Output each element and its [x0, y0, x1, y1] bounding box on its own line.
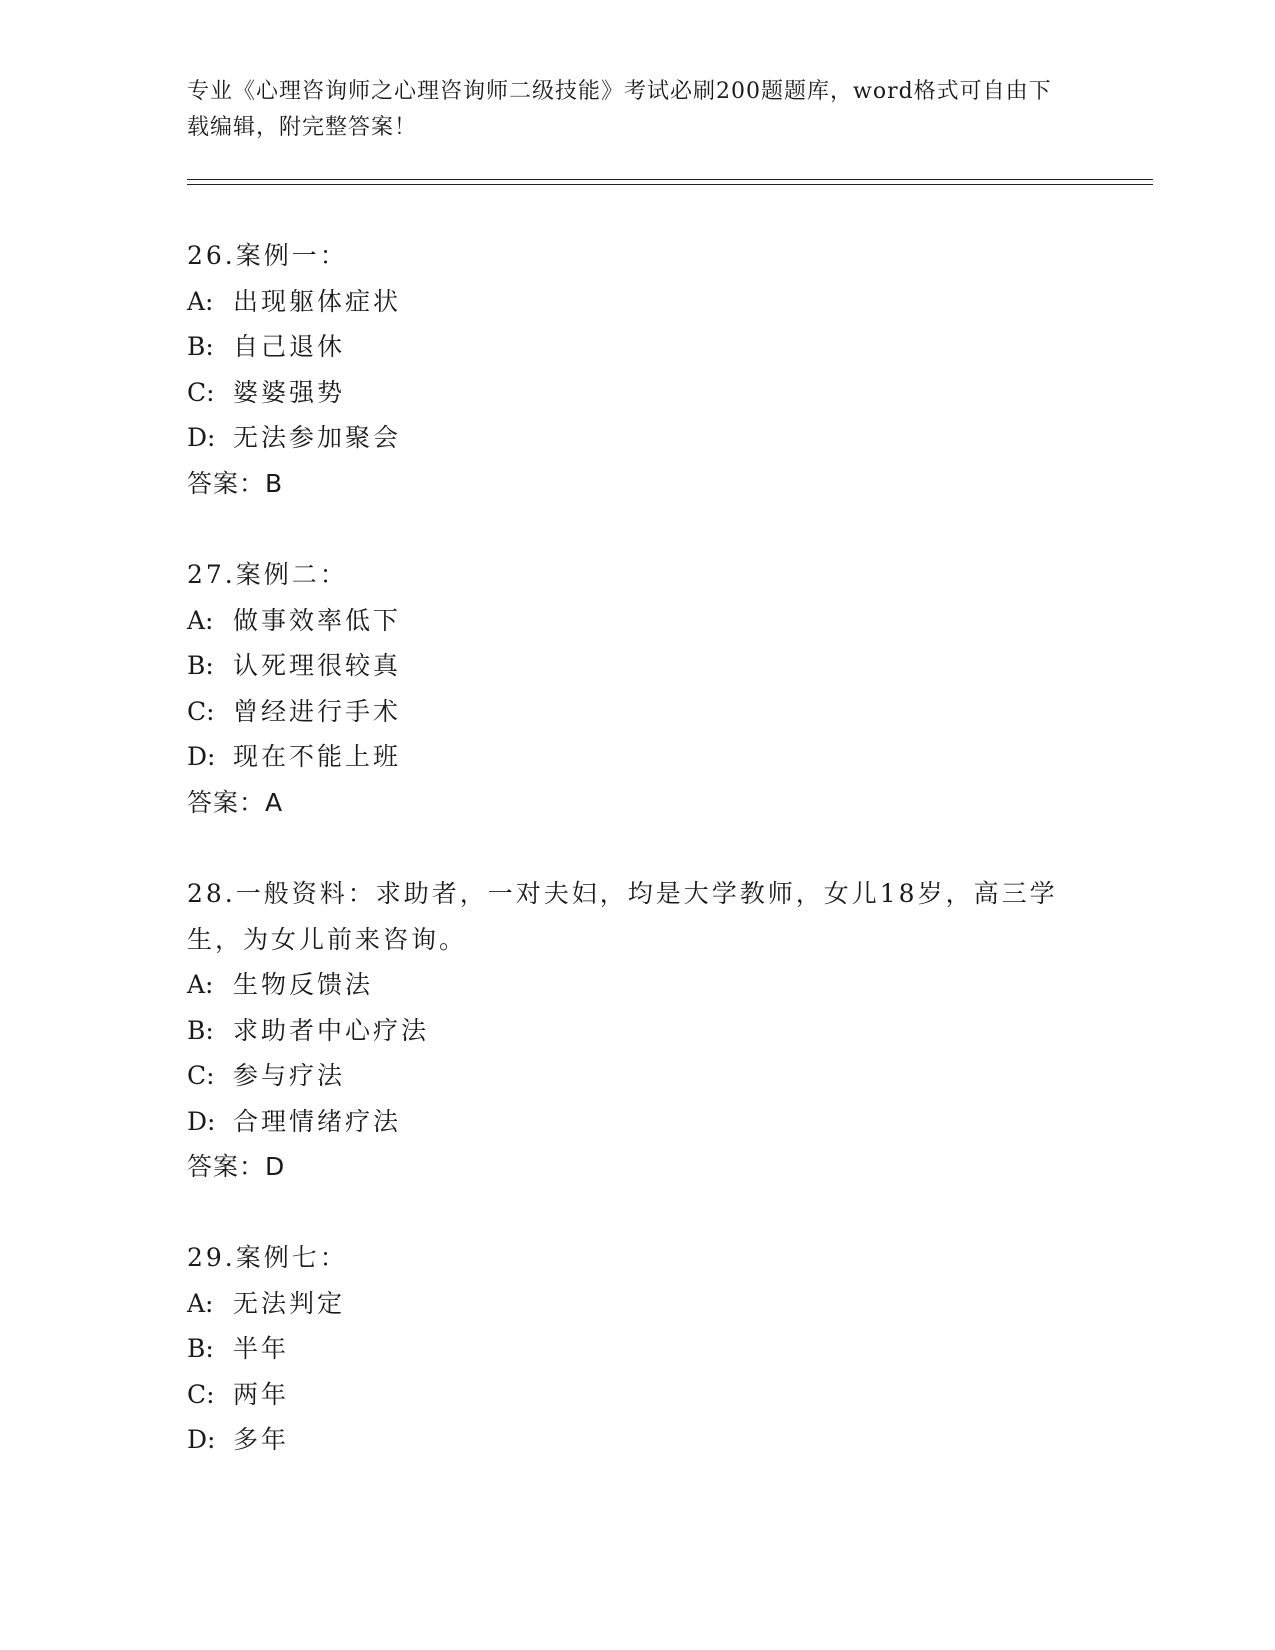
option-letter: C: — [187, 377, 215, 407]
option-text: 无法参加聚会 — [233, 423, 402, 452]
option-text: 婆婆强势 — [233, 377, 346, 407]
option-c — [187, 1372, 1067, 1418]
option-b — [187, 643, 1067, 689]
option-letter: D: — [187, 1106, 216, 1136]
option-letter: B: — [187, 332, 214, 361]
option-a — [187, 279, 1067, 325]
question-stem: 26.案例一： — [187, 241, 348, 270]
question-stem: 27.案例二： — [187, 560, 348, 589]
header-divider-top — [187, 179, 1153, 180]
option-letter: C: — [187, 1061, 215, 1090]
answer-line: 答案：D — [187, 1152, 286, 1181]
option-letter: B: — [187, 1015, 214, 1045]
option-text: 自己退休 — [233, 332, 346, 361]
option-d — [187, 1099, 1067, 1145]
option-letter: A: — [187, 286, 214, 316]
option-text: 无法判定 — [233, 1288, 346, 1318]
question-27 — [187, 552, 1067, 825]
option-text: 现在不能上班 — [233, 742, 402, 771]
option-letter: B: — [187, 651, 214, 680]
option-d — [187, 734, 1067, 780]
option-a — [187, 962, 1067, 1008]
option-text: 生物反馈法 — [233, 970, 374, 999]
option-text: 认死理很较真 — [233, 651, 402, 680]
question-29 — [187, 1235, 1067, 1463]
option-d — [187, 415, 1067, 461]
option-b — [187, 1326, 1067, 1372]
option-letter: A: — [187, 1288, 214, 1318]
option-letter: A: — [187, 605, 214, 635]
option-letter: B: — [187, 1334, 214, 1363]
option-text: 曾经进行手术 — [233, 696, 402, 726]
option-text: 做事效率低下 — [233, 605, 402, 635]
question-stem: 29.案例七： — [187, 1243, 348, 1272]
option-c — [187, 1053, 1067, 1099]
option-b — [187, 324, 1067, 370]
document-header: 专业《心理咨询师之心理咨询师二级技能》考试必刷200题题库，word格式可自由下载编辑，附完整答案！ — [187, 79, 1052, 140]
option-text: 两年 — [233, 1379, 290, 1409]
option-letter: A: — [187, 970, 214, 999]
answer-line: 答案：A — [187, 787, 284, 817]
option-c — [187, 370, 1067, 416]
question-28 — [187, 871, 1067, 1190]
header-divider-bottom — [187, 184, 1153, 185]
option-text: 求助者中心疗法 — [233, 1015, 430, 1045]
option-text: 半年 — [233, 1334, 290, 1363]
question-26 — [187, 233, 1067, 506]
option-letter: D: — [187, 742, 216, 771]
question-stem: 28.一般资料：求助者，一对夫妇，均是大学教师，女儿18岁，高三学生，为女儿前来咨询。 — [187, 879, 1058, 954]
option-c — [187, 689, 1067, 735]
option-text: 多年 — [233, 1425, 290, 1454]
option-a — [187, 1281, 1067, 1327]
option-letter: C: — [187, 1379, 215, 1409]
option-letter: D: — [187, 423, 216, 452]
option-d — [187, 1417, 1067, 1463]
option-letter: D: — [187, 1425, 216, 1454]
option-text: 参与疗法 — [233, 1061, 346, 1090]
option-text: 出现躯体症状 — [233, 286, 402, 316]
option-b — [187, 1008, 1067, 1054]
option-letter: C: — [187, 696, 215, 726]
answer-line: 答案：B — [187, 468, 284, 498]
option-text: 合理情绪疗法 — [233, 1106, 402, 1136]
option-a — [187, 598, 1067, 644]
